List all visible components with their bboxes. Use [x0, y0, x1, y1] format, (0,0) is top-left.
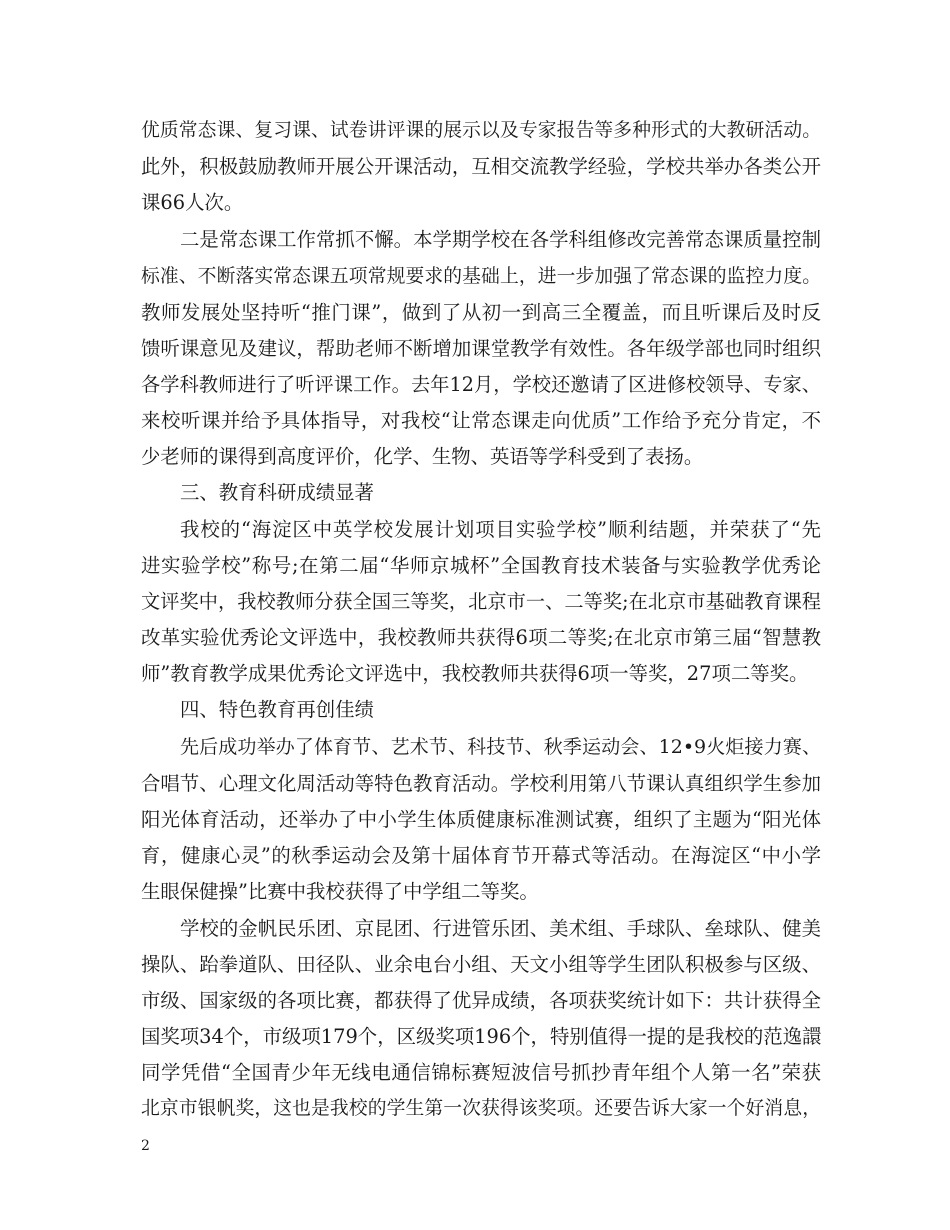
paragraph-line: 生眼保健操”比赛中我校获得了中学组二等奖。 — [141, 880, 539, 903]
paragraph-line: 北京市银帆奖，这也是我校的学生第一次获得该奖项。还要告诉大家一个好消息， — [141, 1098, 821, 1119]
section-heading: 三、教育科研成绩显著 — [180, 481, 374, 504]
paragraph-line: 来校听课并给予具体指导，对我校“让常态课走向优质”工作给予充分肯定，不 — [141, 409, 821, 432]
paragraph-line: 少老师的课得到高度评价，化学、生物、英语等学科受到了表扬。 — [141, 445, 704, 468]
paragraph-line: 合唱节、心理文化周活动等特色教育活动。学校利用第八节课认真组织学生参加 — [141, 772, 821, 795]
paragraph-line: 我校的“海淀区中英学校发展计划项目实验学校”顺利结题，并荣获了“先 — [180, 518, 821, 541]
paragraph-line: 先后成功举办了体育节、艺术节、科技节、秋季运动会、12•9火炬接力赛、 — [180, 736, 821, 758]
paragraph-line: 各学科教师进行了听评课工作。去年12月，学校还邀请了区进修校领导、专家、 — [141, 373, 821, 396]
paragraph-line: 优质常态课、复习课、试卷讲评课的展示以及专家报告等多种形式的大教研活动。 — [141, 120, 821, 141]
paragraph-line: 操队、跆拳道队、田径队、业余电台小组、天文小组等学生团队积极参与区级、 — [141, 953, 821, 976]
paragraph-line: 国奖项34个，市级项179个，区级奖项196个，特别值得一提的是我校的范逸譞 — [141, 1025, 822, 1048]
paragraph-line: 二是常态课工作常抓不懈。本学期学校在各学科组修改完善常态课质量控制 — [180, 228, 821, 251]
paragraph-line: 教师发展处坚持听“推门课”，做到了从初一到高三全覆盖，而且听课后及时反 — [141, 301, 821, 324]
page-number: 2 — [141, 1138, 150, 1154]
paragraph-line: 进实验学校”称号;在第二届“华师京城杯”全国教育技术装备与实验教学优秀论 — [141, 554, 821, 577]
paragraph-line: 同学凭借“全国青少年无线电通信锦标赛短波信号抓抄青年组个人第一名”荣获 — [141, 1061, 821, 1084]
paragraph-line: 阳光体育活动，还举办了中小学生体质健康标准测试赛，组织了主题为“阳光体 — [141, 808, 821, 831]
paragraph-line: 学校的金帆民乐团、京昆团、行进管乐团、美术组、手球队、垒球队、健美 — [180, 917, 821, 940]
paragraph-line: 此外，积极鼓励教师开展公开课活动，互相交流教学经验，学校共举办各类公开 — [141, 155, 821, 178]
paragraph-line: 馈听课意见及建议，帮助老师不断增加课堂教学有效性。各年级学部也同时组织 — [141, 337, 821, 360]
paragraph-line: 师”教育教学成果优秀论文评选中，我校教师共获得6项一等奖，27项二等奖。 — [141, 662, 809, 685]
paragraph-line: 改革实验优秀论文评选中，我校教师共获得6项二等奖;在北京市第三届“智慧教 — [141, 626, 821, 649]
paragraph-line: 文评奖中，我校教师分获全国三等奖，北京市一、二等奖;在北京市基础教育课程 — [141, 590, 821, 613]
paragraph-line: 市级、国家级的各项比赛，都获得了优异成绩，各项获奖统计如下：共计获得全 — [141, 989, 821, 1012]
section-heading: 四、特色教育再创佳绩 — [180, 698, 374, 721]
paragraph-line: 课66人次。 — [141, 191, 244, 214]
paragraph-line: 育，健康心灵”的秋季运动会及第十届体育节开幕式等活动。在海淀区“中小学 — [141, 844, 821, 867]
paragraph-line: 标准、不断落实常态课五项常规要求的基础上，进一步加强了常态课的监控力度。 — [141, 266, 821, 287]
